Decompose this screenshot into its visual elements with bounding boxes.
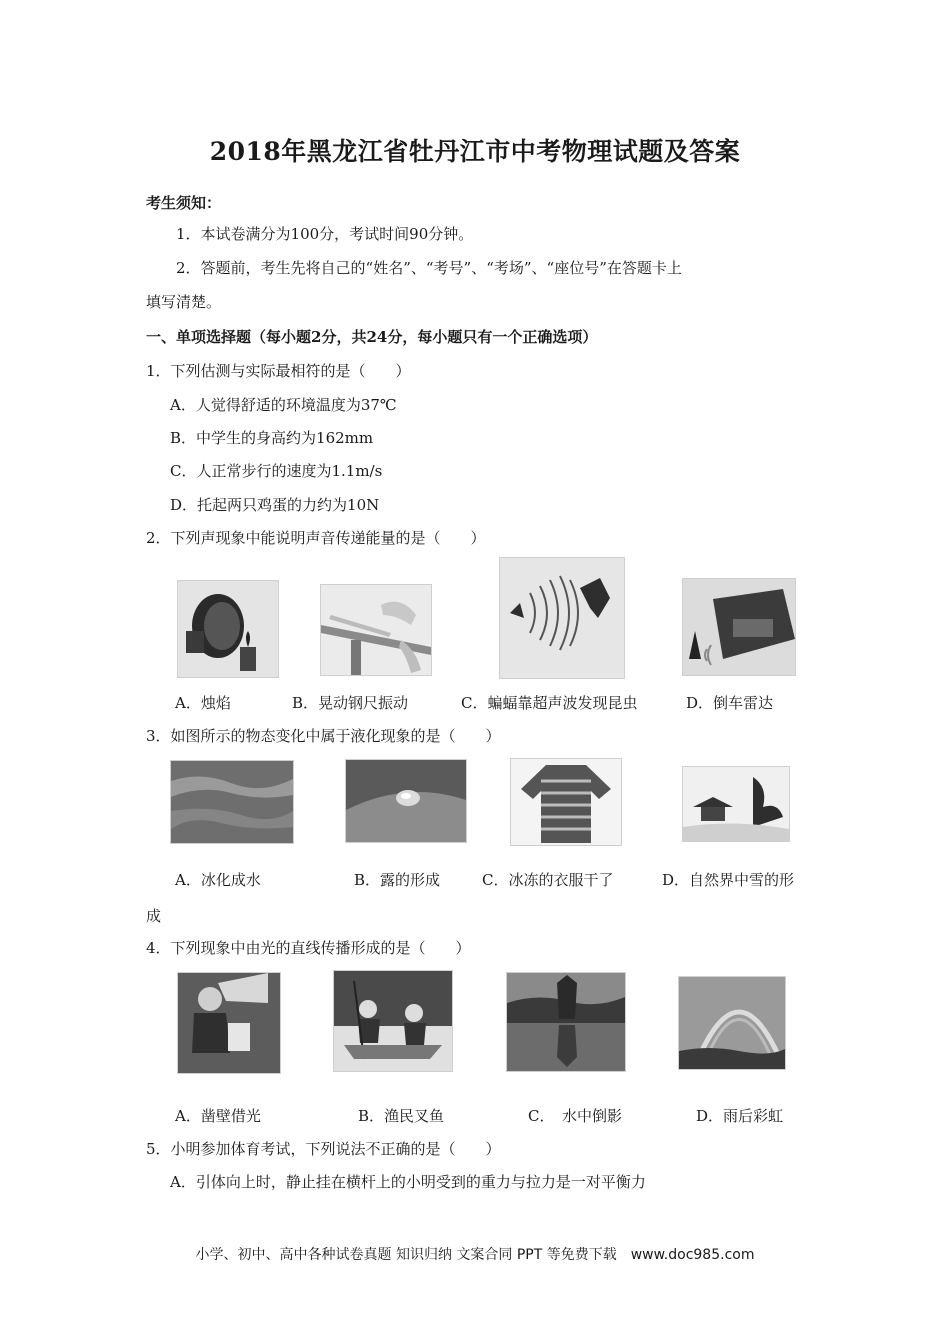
notice-item-2-line-1: 2．答题前，考生先将自己的“姓名”、“考号”、“考场”、“座位号”在答题卡上 — [176, 259, 682, 277]
candle-speaker-image — [177, 580, 279, 678]
reversing-radar-image — [682, 578, 796, 676]
section-heading: 一、单项选择题（每小题2分，共24分，每小题只有一个正确选项） — [146, 328, 598, 346]
dew-drop-image — [345, 759, 467, 843]
steel-ruler-image — [320, 584, 432, 676]
melting-ice-image — [170, 760, 294, 844]
rainbow-image — [678, 976, 786, 1070]
question-4-option-b: B．渔民叉鱼 — [358, 1107, 445, 1125]
question-4-option-d: D．雨后彩虹 — [696, 1107, 784, 1125]
question-2-option-b: B．晃动钢尺振动 — [292, 694, 409, 712]
question-2-option-a: A．烛焰 — [175, 694, 231, 712]
question-1-option-a: A．人觉得舒适的环境温度为37℃ — [170, 396, 397, 414]
water-reflection-image — [506, 972, 626, 1072]
question-1-option-b: B．中学生的身高约为162mm — [170, 429, 374, 447]
question-4-option-c: C． 水中倒影 — [528, 1107, 622, 1125]
question-3-option-b: B．露的形成 — [354, 871, 441, 889]
question-2-stem: 2．下列声现象中能说明声音传递能量的是（ ） — [146, 529, 486, 547]
question-3-option-a: A．冰化成水 — [175, 871, 261, 889]
question-1-option-d: D．托起两只鸡蛋的力约为10N — [170, 496, 380, 514]
footer-text: 小学、初中、高中各种试卷真题 知识归纳 文案合同 PPT 等免费下载 www.doc985.com — [195, 1247, 755, 1263]
question-3-option-d: D．自然界中雪的形 — [662, 871, 795, 889]
question-2-option-d: D．倒车雷达 — [686, 694, 774, 712]
question-5-option-a: A．引体向上时，静止挂在横杆上的小明受到的重力与拉力是一对平衡力 — [170, 1173, 646, 1191]
notice-heading: 考生须知： — [146, 194, 222, 212]
bat-ultrasound-image — [499, 557, 625, 679]
question-5-stem: 5．小明参加体育考试，下列说法不正确的是（ ） — [146, 1140, 501, 1158]
question-1-stem: 1．下列估测与实际最相符的是（ ） — [146, 362, 411, 380]
notice-item-2-line-2: 填写清楚。 — [146, 293, 222, 311]
question-3-stem: 3．如图所示的物态变化中属于液化现象的是（ ） — [146, 727, 501, 745]
fishing-spear-image — [333, 970, 453, 1072]
question-4-option-a: A．凿壁借光 — [175, 1107, 261, 1125]
notice-item-1: 1．本试卷满分为100分，考试时间90分钟。 — [176, 225, 474, 243]
snow-scene-image — [682, 766, 790, 842]
borrowing-light-image — [177, 972, 281, 1074]
page-title: 2018年黑龙江省牡丹江市中考物理试题及答案 — [209, 137, 741, 166]
question-3-option-c: C．冰冻的衣服干了 — [482, 871, 614, 889]
question-4-stem: 4．下列现象中由光的直线传播形成的是（ ） — [146, 939, 471, 957]
question-3-option-d-wrap: 成 — [146, 907, 162, 925]
frozen-sweater-image — [510, 758, 622, 846]
question-2-option-c: C．蝙蝠靠超声波发现昆虫 — [461, 694, 638, 712]
question-1-option-c: C．人正常步行的速度为1.1m/s — [170, 462, 383, 480]
